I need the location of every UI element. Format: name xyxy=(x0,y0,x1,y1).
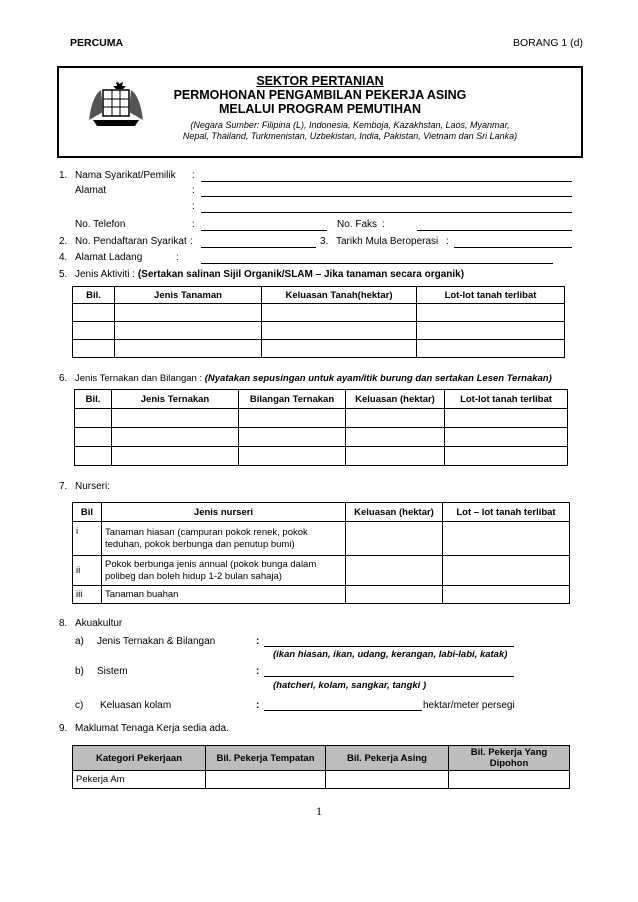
table-row[interactable] xyxy=(73,340,565,358)
col-requested-workers-line1: Bil. Pekerja Yang xyxy=(470,747,548,758)
system-note: (hatcheri, kolam, sangkar, tangki ) xyxy=(273,680,427,691)
table-row[interactable] xyxy=(73,586,570,604)
colon: : xyxy=(256,636,260,647)
col-area-hectare: Keluasan (hektar) xyxy=(346,503,443,522)
phone-field[interactable] xyxy=(201,230,327,231)
aquaculture-label: Akuakultur xyxy=(75,618,123,629)
aqua-species-label: Jenis Ternakan & Bilangan xyxy=(97,636,216,647)
aqua-species-field[interactable] xyxy=(264,646,514,647)
col-area-hectare: Keluasan (hektar) xyxy=(346,390,445,409)
nursery-table xyxy=(72,502,570,604)
col-livestock-type: Jenis Ternakan xyxy=(112,390,239,409)
row-bil: i xyxy=(73,522,102,556)
col-crop-type: Jenis Tanaman xyxy=(115,287,262,304)
row-bil: iii xyxy=(73,586,102,604)
header-box xyxy=(57,66,583,158)
table-row[interactable] xyxy=(73,771,570,789)
form-title: PERMOHONAN PENGAMBILAN PEKERJA ASING xyxy=(173,88,467,102)
col-bil: Bil xyxy=(73,503,102,522)
colon: : xyxy=(192,219,195,230)
pond-area-unit: hektar/meter persegi xyxy=(423,700,515,711)
workforce-table xyxy=(72,745,570,789)
pond-area-label: Keluasan kolam xyxy=(100,700,172,711)
col-requested-workers-line2: Dipohon xyxy=(489,758,529,769)
col-job-category: Kategori Pekerjaan xyxy=(73,746,206,771)
start-date-label: Tarikh Mula Beroperasi xyxy=(336,236,439,247)
source-countries-line1: (Negara Sumber: Filipina (L), Indonesia, Kemboja, Kazakhstan, Laos, Myanmar, xyxy=(190,120,510,130)
address-label: Alamat xyxy=(75,185,107,196)
item-b-letter: b) xyxy=(75,666,84,677)
free-label: PERCUMA xyxy=(70,37,124,49)
workforce-label: Maklumat Tenaga Kerja sedia ada. xyxy=(75,723,229,734)
section-9-number: 9. xyxy=(59,723,68,734)
section-5-number: 5. xyxy=(59,269,68,280)
colon: : xyxy=(382,219,385,230)
item-c-letter: c) xyxy=(75,700,84,711)
col-requested-workers xyxy=(449,746,570,771)
colon: : xyxy=(446,236,449,247)
registration-label: No. Pendaftaran Syarikat xyxy=(75,236,187,247)
col-land-area: Keluasan Tanah(hektar) xyxy=(262,287,417,304)
table-row[interactable] xyxy=(75,428,568,447)
farm-address-label: Alamat Ladang xyxy=(75,252,143,263)
fax-field[interactable] xyxy=(417,230,572,231)
pond-area-field[interactable] xyxy=(264,710,422,711)
nursery-type-text: Tanaman buahan xyxy=(102,586,346,604)
table-row[interactable] xyxy=(75,409,568,428)
page-number: 1 xyxy=(316,804,322,818)
table-row[interactable] xyxy=(73,322,565,340)
colon: : xyxy=(192,185,195,196)
row-bil: ii xyxy=(73,556,102,586)
colon: : xyxy=(176,252,179,263)
address-field-1[interactable] xyxy=(201,196,572,197)
colon: : xyxy=(192,170,195,181)
section-7-number: 7. xyxy=(59,481,68,492)
nursery-type-text: Pokok berbunga jenis annual (pokok bunga dalam xyxy=(105,558,317,570)
item-a-letter: a) xyxy=(75,636,84,647)
col-livestock-count: Bilangan Ternakan xyxy=(239,390,346,409)
system-field[interactable] xyxy=(264,676,514,677)
crop-table xyxy=(72,286,565,358)
livestock-table xyxy=(74,389,568,466)
phone-label: No. Telefon xyxy=(75,219,126,230)
livestock-note: (Nyatakan sepusingan untuk ayam/itik burung dan sertakan Lesen Ternakan) xyxy=(204,373,552,384)
activity-label: Jenis Aktiviti : xyxy=(75,269,138,280)
colon: : xyxy=(190,236,193,247)
section-8-number: 8. xyxy=(59,618,68,629)
source-countries-line2: Nepal, Thailand, Turkmenistan, Uzbekistan, India, Pakistan, Vietnam dan Sri Lanka) xyxy=(182,131,518,141)
address-field-2[interactable] xyxy=(201,212,572,213)
table-row[interactable] xyxy=(73,556,570,586)
colon: : xyxy=(192,201,195,212)
table-row[interactable] xyxy=(73,304,565,322)
col-land-lots: Lot-lot tanah terlibat xyxy=(417,287,565,304)
section-3-number: 3. xyxy=(320,236,329,247)
section-1-number: 1. xyxy=(59,170,68,181)
sector-title: SEKTOR PERTANIAN xyxy=(256,74,384,88)
col-foreign-workers: Bil. Pekerja Asing xyxy=(326,746,449,771)
activity-note: (Sertakan salinan Sijil Organik/SLAM – Jika tanaman secara organik) xyxy=(137,269,465,280)
nursery-type-text: polibeg dan boleh hidup 1-2 bulan sahaja) xyxy=(105,570,282,582)
col-bil: Bil. xyxy=(75,390,112,409)
table-row[interactable] xyxy=(73,522,570,556)
nursery-type-text: Tanaman hiasan (campuran pokok renek, pokok xyxy=(105,526,308,538)
livestock-heading xyxy=(75,373,552,384)
company-name-field[interactable] xyxy=(201,181,572,182)
start-date-field[interactable] xyxy=(454,247,572,248)
section-2-number: 2. xyxy=(59,236,68,247)
section-6-number: 6. xyxy=(59,373,68,384)
job-category-cell: Pekerja Am xyxy=(73,771,206,789)
col-bil: Bil. xyxy=(73,287,115,304)
section-4-number: 4. xyxy=(59,252,68,263)
colon: : xyxy=(256,666,260,677)
table-row[interactable] xyxy=(75,447,568,466)
col-land-lots: Lot – lot tanah terlibat xyxy=(443,503,570,522)
nursery-label: Nurseri: xyxy=(75,481,111,492)
registration-field[interactable] xyxy=(201,247,316,248)
col-land-lots: Lot-lot tanah terlibat xyxy=(445,390,568,409)
activity-heading xyxy=(75,269,464,280)
system-label: Sistem xyxy=(97,666,128,677)
aqua-species-note: (ikan hiasan, ikan, udang, kerangan, labi-labi, katak) xyxy=(273,649,508,660)
livestock-label: Jenis Ternakan dan Bilangan : xyxy=(75,373,205,384)
fax-label: No. Faks xyxy=(337,219,378,230)
col-local-workers: Bil. Pekerja Tempatan xyxy=(206,746,326,771)
nursery-type-text: teduhan, pokok berbunga dan penutup bumi) xyxy=(105,538,295,550)
form-code: BORANG 1 (d) xyxy=(513,37,584,49)
farm-address-field[interactable] xyxy=(201,263,553,264)
program-title: MELALUI PROGRAM PEMUTIHAN xyxy=(218,102,422,116)
col-nursery-type: Jenis nurseri xyxy=(102,503,346,522)
company-name-label: Nama Syarikat/Pemilik xyxy=(75,170,176,181)
colon: : xyxy=(256,700,260,711)
